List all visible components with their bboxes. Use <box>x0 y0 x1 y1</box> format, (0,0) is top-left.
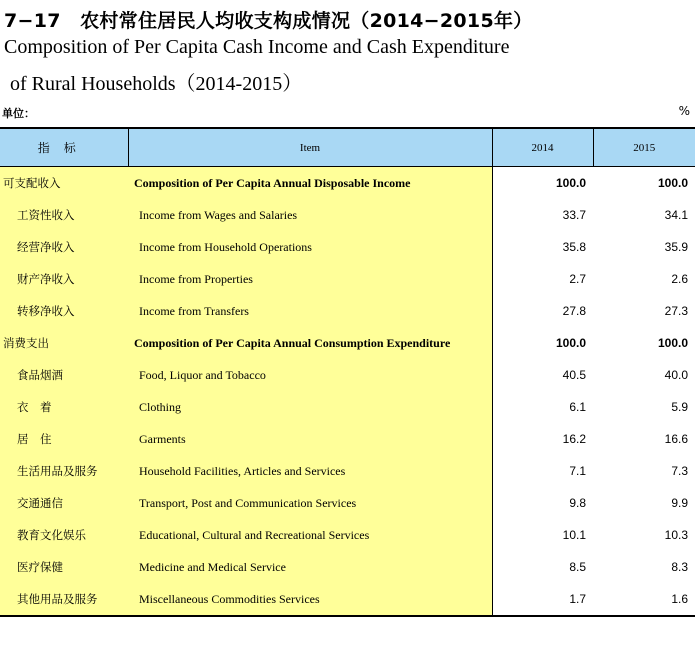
header-indicator-cn: 指标 <box>0 128 128 167</box>
row-value-2015: 1.6 <box>593 583 695 616</box>
row-value-2015: 7.3 <box>593 455 695 487</box>
row-indicator-cn: 教育文化娱乐 <box>0 519 128 551</box>
unit-value: % <box>678 104 690 118</box>
table-row <box>0 455 695 487</box>
row-item-en: Transport, Post and Communication Services <box>128 487 492 519</box>
table-row <box>0 263 695 295</box>
table-row <box>0 199 695 231</box>
table-row <box>0 295 695 327</box>
row-item-en: Income from Transfers <box>128 295 492 327</box>
row-value-2014: 10.1 <box>492 519 593 551</box>
title-english-line1: Composition of Per Capita Cash Income and Cash Expenditure <box>4 36 510 58</box>
row-value-2014: 33.7 <box>492 199 593 231</box>
row-value-2015: 9.9 <box>593 487 695 519</box>
table-body <box>0 167 695 617</box>
row-item-en: Composition of Per Capita Annual Disposable Income <box>128 167 492 200</box>
table-row <box>0 327 695 359</box>
table-row <box>0 423 695 455</box>
row-item-en: Income from Properties <box>128 263 492 295</box>
header-year-2015: 2015 <box>593 128 695 167</box>
header-item-en: Item <box>128 128 492 167</box>
row-value-2015: 10.3 <box>593 519 695 551</box>
row-value-2015: 100.0 <box>593 327 695 359</box>
row-value-2015: 27.3 <box>593 295 695 327</box>
composition-table <box>0 127 695 617</box>
table-row <box>0 359 695 391</box>
row-indicator-cn: 衣 着 <box>0 391 128 423</box>
table-row <box>0 487 695 519</box>
row-value-2015: 16.6 <box>593 423 695 455</box>
row-value-2014: 8.5 <box>492 551 593 583</box>
table-row <box>0 167 695 200</box>
row-indicator-cn: 工资性收入 <box>0 199 128 231</box>
row-value-2015: 100.0 <box>593 167 695 200</box>
row-indicator-cn: 可支配收入 <box>0 167 128 200</box>
row-indicator-cn: 居 住 <box>0 423 128 455</box>
row-indicator-cn: 转移净收入 <box>0 295 128 327</box>
row-indicator-cn: 消费支出 <box>0 327 128 359</box>
row-value-2014: 1.7 <box>492 583 593 616</box>
row-value-2014: 27.8 <box>492 295 593 327</box>
title-chinese: 7−17 农村常住居民人均收支构成情况（2014−2015年） <box>4 10 533 32</box>
row-item-en: Food, Liquor and Tobacco <box>128 359 492 391</box>
row-indicator-cn: 生活用品及服务 <box>0 455 128 487</box>
row-item-en: Composition of Per Capita Annual Consumption Expenditure <box>128 327 492 359</box>
row-value-2014: 16.2 <box>492 423 593 455</box>
row-item-en: Garments <box>128 423 492 455</box>
row-item-en: Clothing <box>128 391 492 423</box>
row-value-2015: 40.0 <box>593 359 695 391</box>
row-item-en: Educational, Cultural and Recreational Services <box>128 519 492 551</box>
row-value-2015: 34.1 <box>593 199 695 231</box>
table-row <box>0 583 695 616</box>
row-value-2015: 2.6 <box>593 263 695 295</box>
row-indicator-cn: 经营净收入 <box>0 231 128 263</box>
unit-label: 单位： <box>2 107 35 120</box>
row-value-2014: 100.0 <box>492 327 593 359</box>
row-item-en: Income from Household Operations <box>128 231 492 263</box>
row-value-2014: 9.8 <box>492 487 593 519</box>
table-header-row <box>0 128 695 167</box>
row-value-2014: 35.8 <box>492 231 593 263</box>
row-indicator-cn: 其他用品及服务 <box>0 583 128 616</box>
row-item-en: Miscellaneous Commodities Services <box>128 583 492 616</box>
row-value-2015: 5.9 <box>593 391 695 423</box>
row-value-2014: 100.0 <box>492 167 593 200</box>
row-value-2014: 7.1 <box>492 455 593 487</box>
row-value-2014: 2.7 <box>492 263 593 295</box>
row-indicator-cn: 交通通信 <box>0 487 128 519</box>
row-value-2015: 35.9 <box>593 231 695 263</box>
row-item-en: Medicine and Medical Service <box>128 551 492 583</box>
table-row <box>0 519 695 551</box>
title-english-line2: of Rural Households（2014-2015） <box>10 73 303 95</box>
row-item-en: Household Facilities, Articles and Services <box>128 455 492 487</box>
table-row <box>0 231 695 263</box>
row-value-2014: 40.5 <box>492 359 593 391</box>
row-indicator-cn: 医疗保健 <box>0 551 128 583</box>
row-indicator-cn: 财产净收入 <box>0 263 128 295</box>
table-row <box>0 551 695 583</box>
table-row <box>0 391 695 423</box>
row-value-2015: 8.3 <box>593 551 695 583</box>
header-year-2014: 2014 <box>492 128 593 167</box>
row-item-en: Income from Wages and Salaries <box>128 199 492 231</box>
row-indicator-cn: 食品烟酒 <box>0 359 128 391</box>
row-value-2014: 6.1 <box>492 391 593 423</box>
